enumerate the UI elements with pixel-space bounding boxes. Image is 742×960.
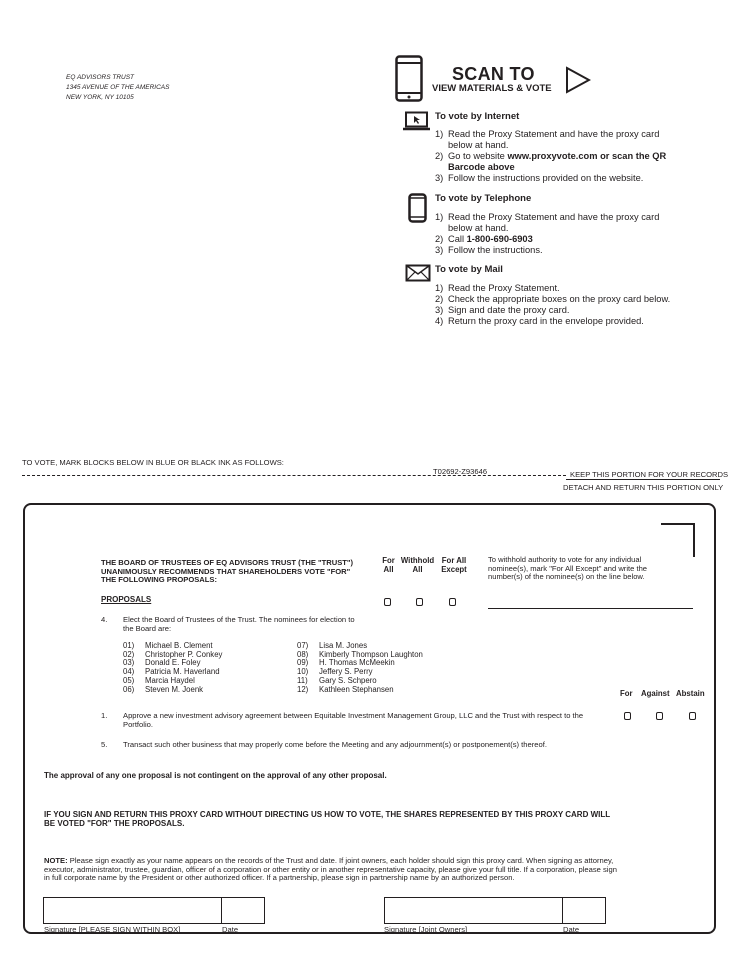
joint-date-box[interactable] <box>562 897 606 924</box>
mail-step: 1) Read the Proxy Statement. <box>435 283 560 293</box>
telephone-step: 1) Read the Proxy Statement and have the proxy card below at hand. <box>435 212 660 233</box>
nominee: 12) Kathleen Stephansen <box>297 684 394 694</box>
envelope-icon <box>405 264 431 282</box>
against-header: Against <box>641 689 670 698</box>
signing-note <box>44 857 619 883</box>
nominee: 05) Marcia Haydel <box>123 675 195 685</box>
detach-portion-label: DETACH AND RETURN THIS PORTION ONLY <box>563 483 724 492</box>
telephone-steps <box>435 212 670 256</box>
date-label: Date <box>222 925 239 934</box>
nominee: 08) Kimberly Thompson Laughton <box>297 649 423 659</box>
nominee: 10) Jeffery S. Perry <box>297 667 373 677</box>
sender-address <box>66 73 169 103</box>
nominee: 04) Patricia M. Haverland <box>123 667 220 677</box>
telephone-icon <box>408 193 427 223</box>
telephone-step: 3) Follow the instructions. <box>435 245 543 255</box>
internet-step: 3) Follow the instructions provided on the website. <box>435 173 644 183</box>
withhold-all-checkbox[interactable] <box>416 598 423 606</box>
mail-heading: To vote by Mail <box>435 264 503 275</box>
except-nominee-line[interactable] <box>488 608 693 609</box>
scan-title: SCAN TO <box>452 64 535 84</box>
internet-step: 2) Go to website www.proxyvote.com or scan the QR Barcode above <box>435 151 667 172</box>
telephone-step: 2) Call 1-800-690-6903 <box>435 234 533 244</box>
for-all-checkbox[interactable] <box>384 598 391 606</box>
mail-steps <box>435 283 675 327</box>
contingent-note: The approval of any one proposal is not contingent on the approval of any other proposal. <box>44 771 387 780</box>
for-all-header: For All <box>382 556 395 574</box>
proposal-1-abstain-checkbox[interactable] <box>689 712 696 720</box>
scan-subtitle: VIEW MATERIALS & VOTE <box>432 83 552 94</box>
nominee: 09) H. Thomas McMeekin <box>297 658 395 668</box>
for-all-except-checkbox[interactable] <box>449 598 456 606</box>
telephone-heading: To vote by Telephone <box>435 193 532 204</box>
withhold-all-header: Withhold All <box>400 556 435 574</box>
proposal-1-against-checkbox[interactable] <box>656 712 663 720</box>
joint-signature-label: Signature [Joint Owners] <box>384 925 468 934</box>
mail-step: 3) Sign and date the proxy card. <box>435 305 570 315</box>
nominees-left <box>123 642 222 694</box>
note-label: NOTE: <box>44 856 68 865</box>
proposal-4-text: Elect the Board of Trustees of the Trust. The nominees for election to the Board are: <box>123 615 355 633</box>
keep-portion-rule <box>566 479 720 480</box>
signature-box[interactable] <box>43 897 222 924</box>
abstain-header: Abstain <box>676 689 705 698</box>
proxyvote-link[interactable]: www.proxyvote.com or scan the QR Barcode above <box>448 151 667 172</box>
proposal-5-text: Transact such other business that may properly come before the Meeting and any adjournment(s) or postponement(s) thereof. <box>123 740 547 749</box>
proposal-5-number: 5. <box>101 740 108 749</box>
scan-corner-mark <box>661 523 695 557</box>
perforation-line <box>22 475 566 476</box>
laptop-icon <box>403 111 430 131</box>
joint-signature-box[interactable] <box>384 897 563 924</box>
play-triangle-icon <box>565 66 591 94</box>
sender-name: EQ ADVISORS TRUST <box>66 74 135 81</box>
nominee: 06) Steven M. Joenk <box>123 684 204 694</box>
control-code: T02692-Z93646 <box>433 467 488 476</box>
nominee: 03) Donald E. Foley <box>123 658 201 668</box>
proposal-1-for-checkbox[interactable] <box>624 712 631 720</box>
proposal-1-text: Approve a new investment advisory agreement between Equitable Investment Management Group, LLC and the Trust with respect to the Portfolio. <box>123 711 584 729</box>
proposal-4-number: 4. <box>101 615 108 624</box>
internet-steps <box>435 129 670 184</box>
phone-number: 1-800-690-6903 <box>466 234 533 244</box>
mail-step: 4) Return the proxy card in the envelope provided. <box>435 316 644 326</box>
nominee: 02) Christopher P. Conkey <box>123 649 223 659</box>
date-box[interactable] <box>221 897 265 924</box>
default-vote-note: IF YOU SIGN AND RETURN THIS PROXY CARD WITHOUT DIRECTING US HOW TO VOTE, THE SHARES REPRESENTED BY THIS PROXY CARD WILL BE VOTED "FOR" THE PROPOSALS. <box>44 810 610 828</box>
nominees-right <box>297 642 423 694</box>
note-text: Please sign exactly as your name appears on the records of the Trust and date. If joint owners, each holder should sign this proxy card. When signing as attorney, executor, administrator, trustee, guardian, officer of a corporation or other entity or in another representative capacity, please give your full title. If a corporation, please sign in full corporate name by the President or other authorized officer. If a partnership, please sign in partnership name by an authorized person. <box>44 856 617 883</box>
joint-date-label: Date <box>563 925 580 934</box>
internet-heading: To vote by Internet <box>435 111 520 122</box>
board-statement: THE BOARD OF TRUSTEES OF EQ ADVISORS TRUST (THE "TRUST") UNANIMOUSLY RECOMMENDS THAT SHAREHOLDERS VOTE "FOR" THE FOLLOWING PROPOSALS: <box>101 558 354 585</box>
phone-icon <box>395 55 423 102</box>
sender-address-line2: NEW YORK, NY 10105 <box>66 94 134 101</box>
sender-address-line1: 1345 AVENUE OF THE AMERICAS <box>66 84 170 91</box>
nominee: 07) Lisa M. Jones <box>297 641 368 650</box>
for-header: For <box>620 689 633 698</box>
ink-instructions: TO VOTE, MARK BLOCKS BELOW IN BLUE OR BLACK INK AS FOLLOWS: <box>22 458 284 467</box>
mail-step: 2) Check the appropriate boxes on the proxy card below. <box>435 294 671 304</box>
keep-portion-label: KEEP THIS PORTION FOR YOUR RECORDS <box>570 470 729 479</box>
withhold-instructions: To withhold authority to vote for any individual nominee(s), mark "For All Except" and write the number(s) of the nominee(s) on the line below. <box>488 555 648 582</box>
proposal-1-number: 1. <box>101 711 108 720</box>
nominee: 11) Gary S. Schpero <box>297 675 377 685</box>
nominee: 01) Michael B. Clement <box>123 641 213 650</box>
for-all-except-header: For All Except <box>441 556 467 574</box>
proposals-heading: PROPOSALS <box>101 595 152 604</box>
signature-label: Signature [PLEASE SIGN WITHIN BOX] <box>44 925 181 934</box>
internet-step: 1) Read the Proxy Statement and have the proxy card below at hand. <box>435 129 660 150</box>
